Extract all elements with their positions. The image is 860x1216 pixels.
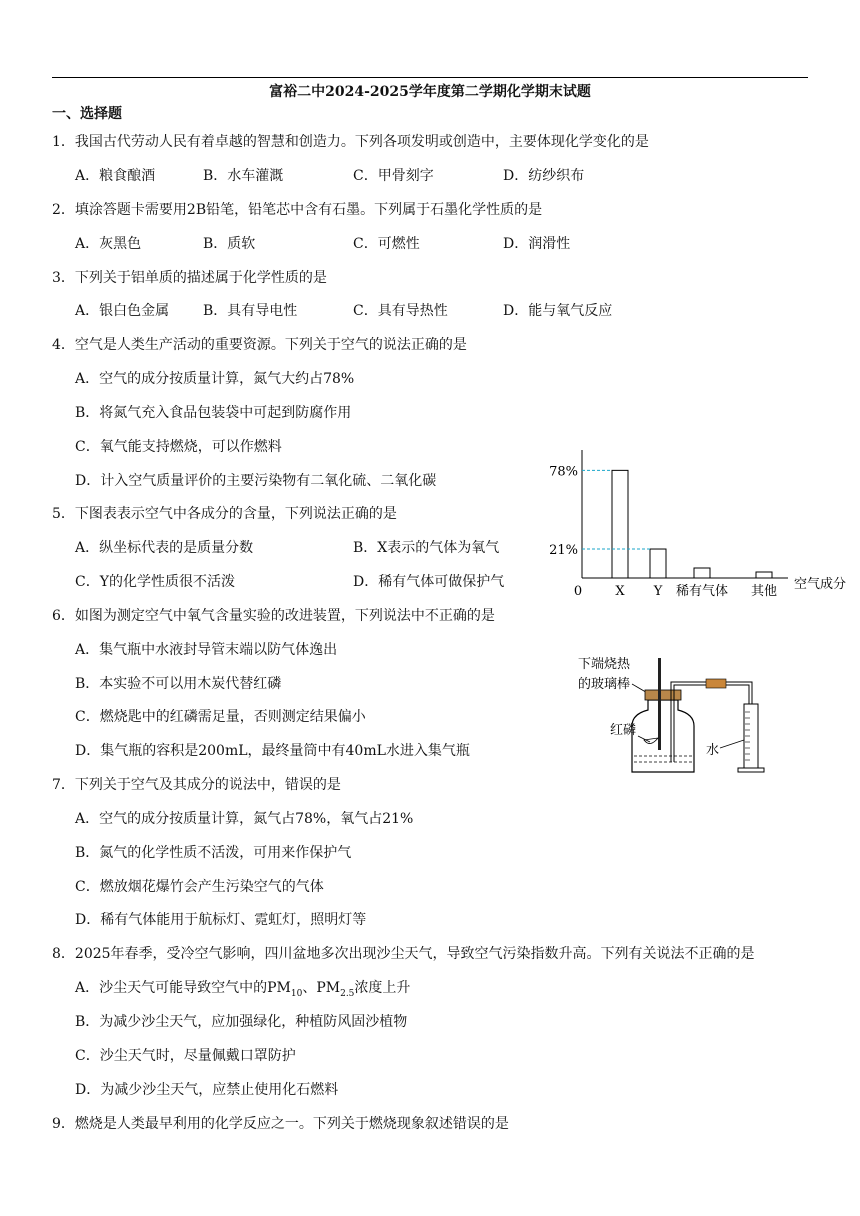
question-9-stem: 9．燃烧是人类最早利用的化学反应之一。下列关于燃烧现象叙述错误的是 xyxy=(52,1116,509,1132)
gas-collection-bottle xyxy=(632,700,694,772)
bar-2 xyxy=(694,568,710,578)
q2-option-c: C．可燃性 xyxy=(353,236,420,252)
q1-option-d: D．纺纱织布 xyxy=(503,168,585,184)
q3-option-a: A．银白色金属 xyxy=(75,303,170,319)
q3-option-b: B．具有导电性 xyxy=(203,303,298,319)
q8-option-a xyxy=(75,979,410,1003)
q2-option-d: D．润滑性 xyxy=(503,236,571,252)
x-tick-label-3: 其他 xyxy=(750,584,778,599)
apparatus-label-water: 水 xyxy=(706,743,720,758)
apparatus-label-rod-2: 的玻璃棒 xyxy=(578,677,631,692)
question-6-stem: 6．如图为测定空气中氧气含量实验的改进装置，下列说法中不正确的是 xyxy=(52,608,495,624)
x-axis-label: 空气成分 xyxy=(794,577,847,592)
question-3-stem: 3．下列关于铝单质的描述属于化学性质的是 xyxy=(52,270,327,286)
question-5-stem: 5．下图表表示空气中各成分的含量，下列说法正确的是 xyxy=(52,506,397,522)
q7-option-c: C．燃放烟花爆竹会产生污染空气的气体 xyxy=(75,879,324,895)
q6-option-b: B．本实验不可以用木炭代替红磷 xyxy=(75,676,282,692)
cylinder-scale xyxy=(745,712,750,760)
q8-option-c: C．沙尘天气时，尽量佩戴口罩防护 xyxy=(75,1048,296,1064)
heated-glass-rod xyxy=(658,658,661,750)
bar-3 xyxy=(756,572,772,578)
q8-option-a-tail: 浓度上升 xyxy=(354,980,411,996)
question-8-stem: 8．2025年春季，受冷空气影响，四川盆地多次出现沙尘天气，导致空气污染指数升高。下列有关说法不正确的是 xyxy=(52,946,755,962)
q5-option-c: C．Y的化学性质很不活泼 xyxy=(75,574,235,590)
apparatus-label-rod: 下端烧热 xyxy=(578,657,631,672)
q1-option-a: A．粮食酿酒 xyxy=(75,168,156,184)
q2-option-b: B．质软 xyxy=(203,236,256,252)
page-title: 富裕二中2024-2025学年度第二学期化学期末试题 xyxy=(269,84,591,100)
q8-option-d: D．为减少沙尘天气，应禁止使用化石燃料 xyxy=(75,1082,339,1098)
q5-option-b: B．X表示的气体为氧气 xyxy=(353,540,500,556)
q7-option-a: A．空气的成分按质量计算，氮气占78%，氧气占21% xyxy=(75,811,414,827)
question-7-stem: 7．下列关于空气及其成分的说法中，错误的是 xyxy=(52,777,341,793)
q4-option-c: C．氧气能支持燃烧，可以作燃料 xyxy=(75,439,282,455)
origin-label: 0 xyxy=(573,584,583,599)
q1-option-b: B．水车灌溉 xyxy=(203,168,284,184)
y-tick-label-1: 21% xyxy=(549,543,578,559)
q7-option-b: B．氮气的化学性质不活泼，可用来作保护气 xyxy=(75,845,352,861)
apparatus-label-phosphorus: 红磷 xyxy=(610,723,637,738)
q3-option-d: D．能与氧气反应 xyxy=(503,303,613,319)
q3-option-c: C．具有导热性 xyxy=(353,303,448,319)
q4-option-d: D．计入空气质量评价的主要污染物有二氧化硫、二氧化碳 xyxy=(75,473,437,489)
q8-option-b: B．为减少沙尘天气，应加强绿化，种植防风固沙植物 xyxy=(75,1014,408,1030)
x-tick-label-0: X xyxy=(615,584,625,599)
q5-option-a: A．纵坐标代表的是质量分数 xyxy=(75,540,254,556)
bar-1 xyxy=(650,549,666,578)
air-composition-chart xyxy=(540,450,856,600)
section-heading: 一、选择题 xyxy=(52,106,122,122)
pm10-subscript: 10 xyxy=(290,988,303,999)
pm25-subscript: 2.5 xyxy=(340,988,355,999)
pm-separator: 、PM xyxy=(302,980,341,996)
q7-option-d: D．稀有气体能用于航标灯、霓虹灯，照明灯等 xyxy=(75,912,367,928)
rubber-stopper xyxy=(645,690,681,700)
q2-option-a: A．灰黑色 xyxy=(75,236,142,252)
q4-option-b: B．将氮气充入食品包装袋中可起到防腐作用 xyxy=(75,405,352,421)
combustion-spoon xyxy=(644,738,658,744)
question-1-stem: 1．我国古代劳动人民有着卓越的智慧和创造力。下列各项发明或创造中，主要体现化学变化的是 xyxy=(52,134,649,150)
q1-option-c: C．甲骨刻字 xyxy=(353,168,434,184)
water-pointer xyxy=(720,740,744,748)
question-4-stem: 4．空气是人类生产活动的重要资源。下列关于空气的说法正确的是 xyxy=(52,337,467,353)
q6-option-d: D．集气瓶的容积是200mL，最终量筒中有40mL水进入集气瓶 xyxy=(75,743,470,759)
q6-option-a: A．集气瓶中水液封导管末端以防气体逸出 xyxy=(75,642,338,658)
q5-option-d: D．稀有气体可做保护气 xyxy=(353,574,505,590)
bar-0 xyxy=(612,470,628,578)
y-tick-label-0: 78% xyxy=(549,464,578,480)
q4-option-a: A．空气的成分按质量计算，氮气大约占78% xyxy=(75,371,355,387)
header-rule xyxy=(52,77,808,78)
question-2-stem: 2．填涂答题卡需要用2B铅笔，铅笔芯中含有石墨。下列属于石墨化学性质的是 xyxy=(52,202,543,218)
x-tick-label-1: Y xyxy=(653,584,663,599)
q6-option-c: C．燃烧匙中的红磷需足量，否则测定结果偏小 xyxy=(75,709,366,725)
q8-option-a-text: A．沙尘天气可能导致空气中的PM xyxy=(75,980,291,996)
clamp xyxy=(706,679,726,688)
x-tick-label-2: 稀有气体 xyxy=(675,584,729,599)
oxygen-measurement-apparatus xyxy=(572,652,788,782)
cylinder-base xyxy=(738,768,764,772)
